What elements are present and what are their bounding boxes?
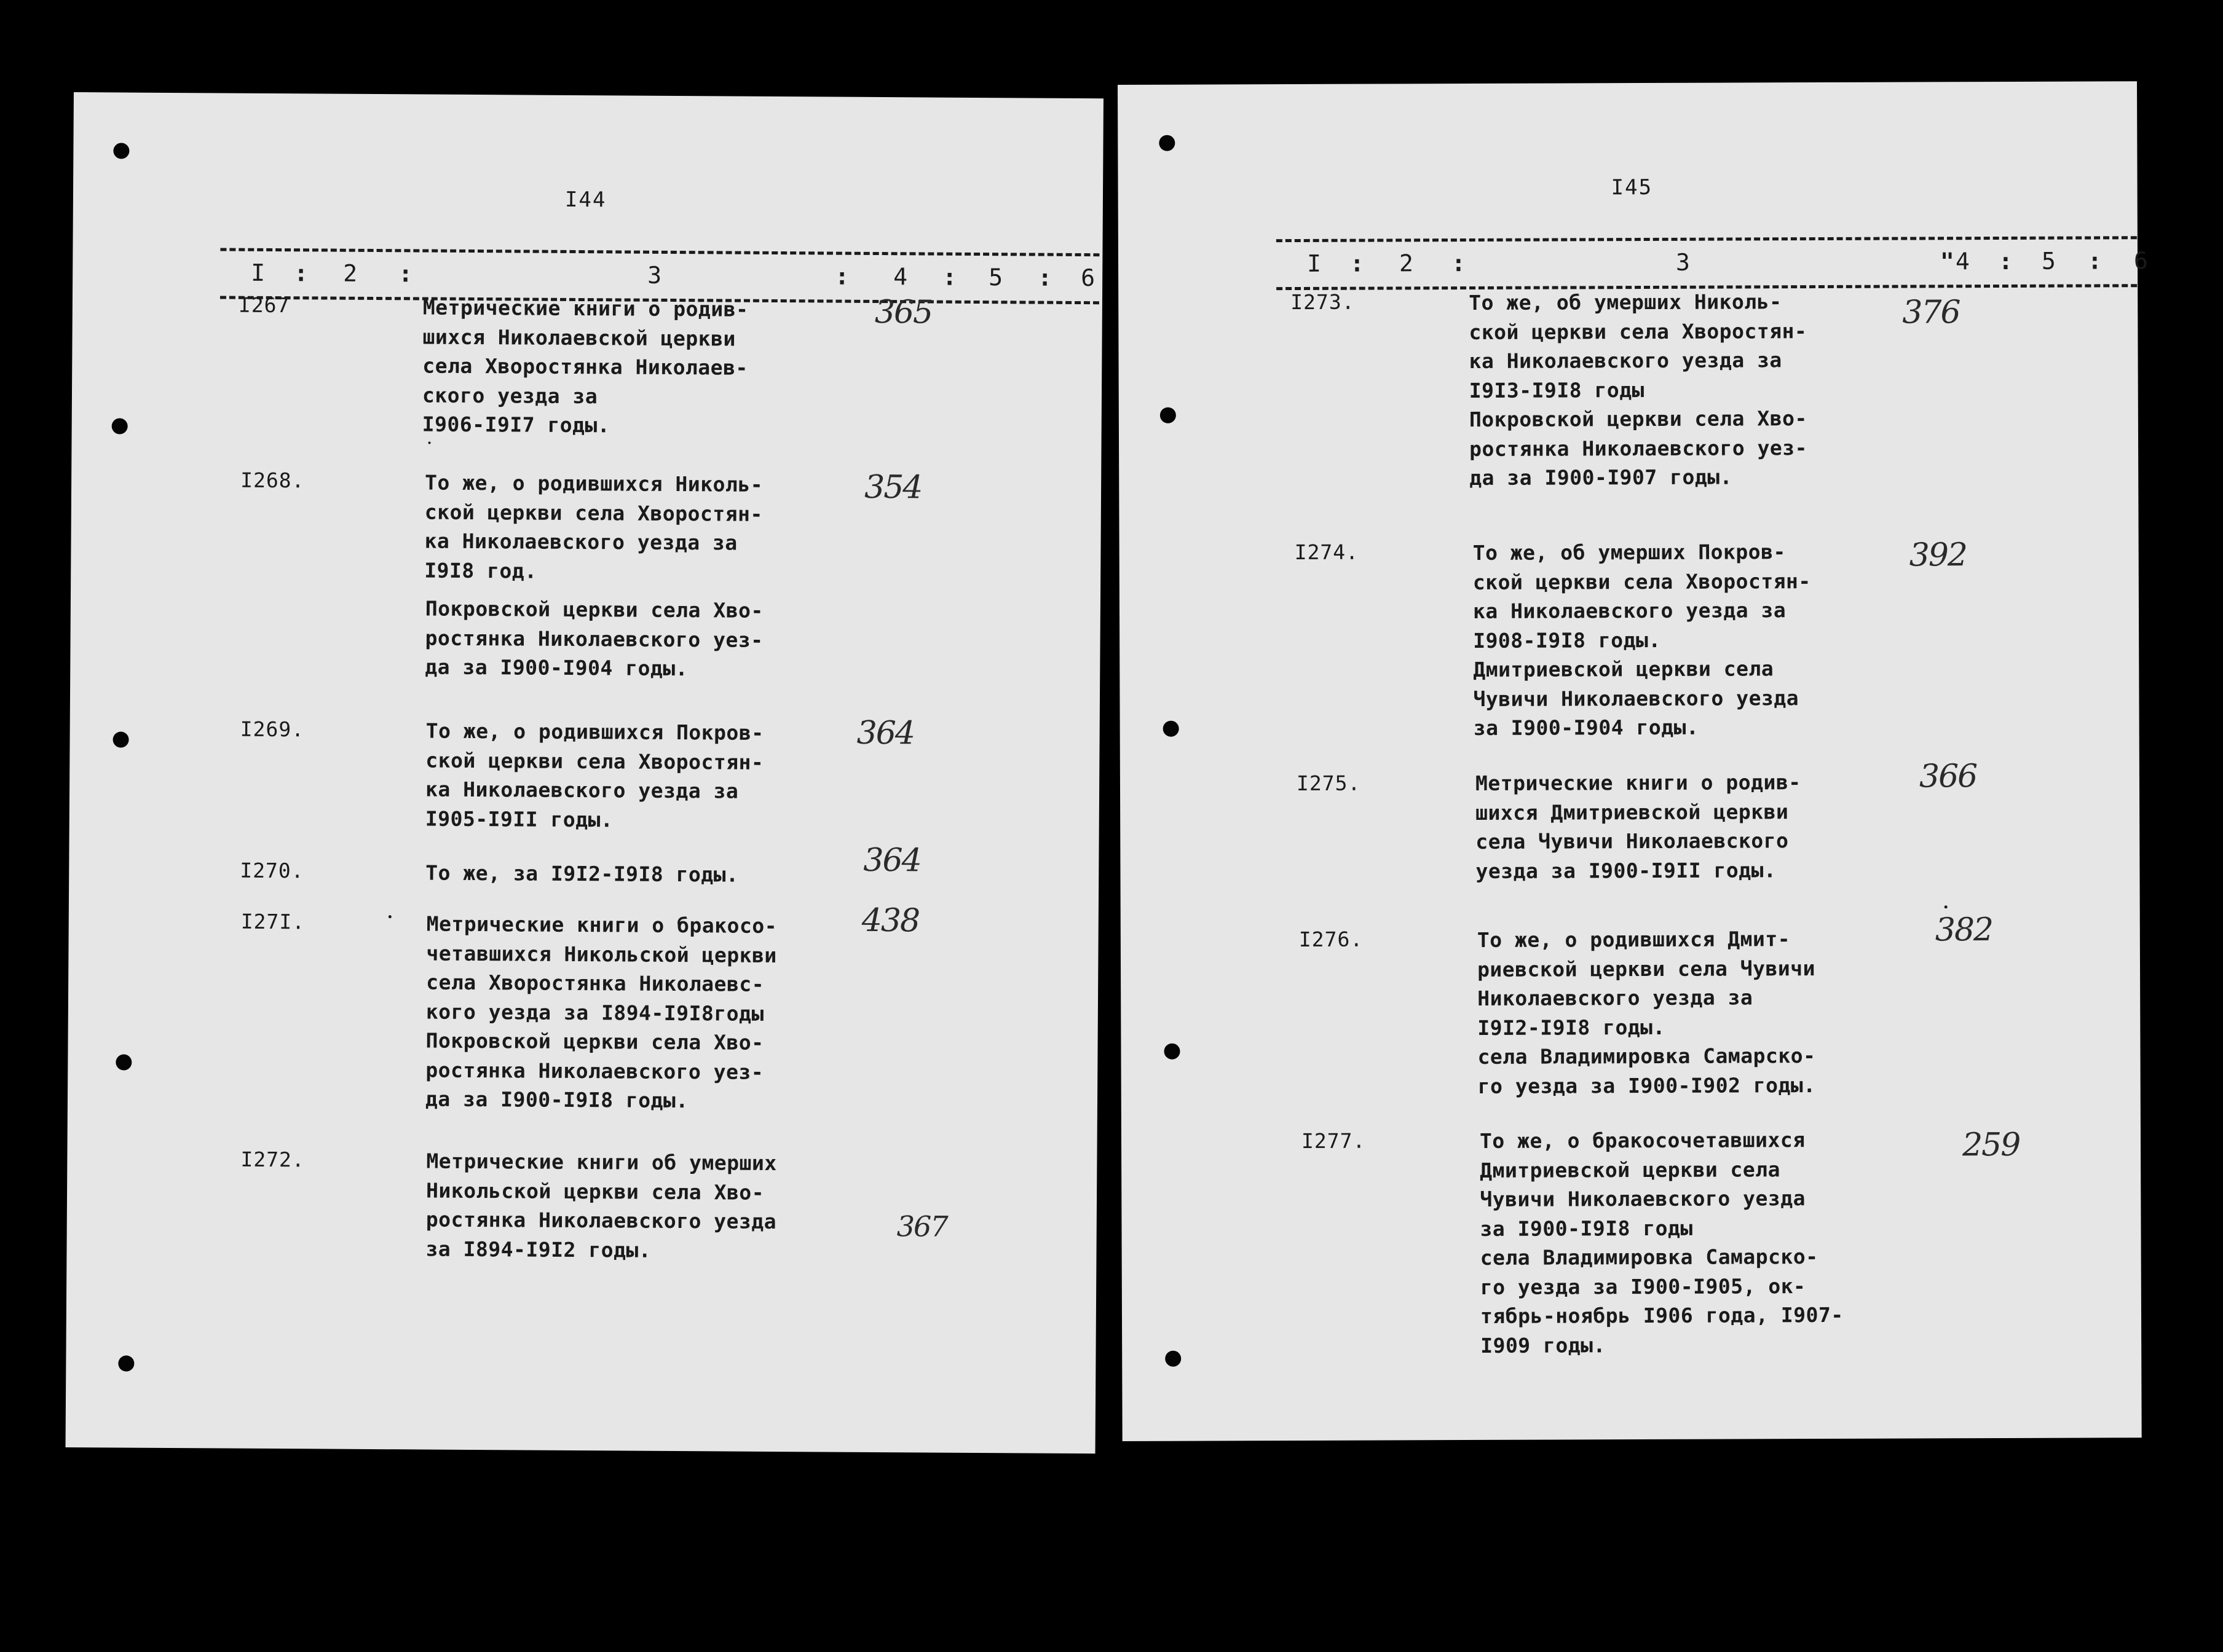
column-separator: : [1038,264,1052,291]
column-header-1: I [251,259,266,286]
column-header-5: 5 [989,264,1003,291]
punch-hole [1164,1044,1180,1060]
entry-number: I276. [1298,927,1364,951]
column-header-6: 6 [1081,264,1096,292]
column-separator: : [1349,250,1364,277]
entry-number: I267 [238,293,290,318]
handwritten-count: 366 [1919,758,1977,795]
entry-description: Покровской церкви села Хво- ростянка Николаевского уез- да за I900-I904 годы. [425,596,764,681]
entry-number: I275. [1296,771,1361,795]
column-header-2: 2 [1399,250,1413,277]
column-header-1: I [1306,250,1321,277]
column-separator: : [2087,247,2102,275]
punch-hole [1160,407,1176,423]
entry-number: I270. [240,858,304,883]
handwritten-count: 259 [1962,1126,2020,1164]
column-separator: : [835,262,850,290]
handwritten-count: 438 [861,902,920,940]
handwritten-count: 364 [863,841,921,879]
punch-hole [113,731,128,747]
entry-number: I27I. [240,909,306,934]
handwritten-count: 364 [856,714,915,752]
column-separator: : [1451,250,1466,277]
column-separator: : [942,263,957,291]
stray-mark [389,915,392,918]
table-header [1276,222,2148,293]
handwritten-count: 376 [1902,294,1960,331]
punch-hole [1165,1351,1181,1367]
entry-description: То же, о родившихся Дмит- риевской церкви села Чувичи Николаевского уезда за I9I2-I9I8 годы. села Владимировка Самарско- го уезда за I900-I902 годы. [1477,927,1816,1098]
entry-number: I272. [240,1147,305,1172]
column-separator: : [294,259,309,287]
entry-number: I274. [1294,540,1359,565]
header-rule [1276,236,2137,242]
stray-mark [1945,905,1948,908]
punch-hole [1159,135,1175,151]
punch-hole [116,1054,132,1070]
entry-number: I273. [1290,289,1355,315]
entry-description: Метрические книги о бракосо- четавшихся Никольской церкви села Хворостянка Николаевс- кого уезда за I894-I9I8годы Покровской церкви села Хво- ростянка Николаевского уез- да за I900-I9I8 годы. [425,911,778,1113]
column-header-4: 4 [1955,248,1970,275]
column-separator: : [398,260,413,288]
column-header-3: 3 [647,261,662,289]
punch-hole [1163,721,1179,737]
stray-mark [428,442,431,444]
entry-number: I268. [240,468,305,493]
entry-description: То же, о родившихся Николь- ской церкви села Хворостян- ка Николаевского уезда за I9I8 год. [424,470,764,583]
punch-hole [112,418,128,434]
column-header-5: 5 [2041,247,2056,275]
punch-hole [113,143,129,159]
page-number: I44 [564,187,607,213]
column-header-2: 2 [343,259,358,287]
entry-number: I269. [240,717,305,742]
column-header-4: 4 [893,263,908,291]
column-separator: : [1998,247,2013,275]
entry-description: То же, об умерших Николь- ской церкви села Хворостян- ка Николаевского уезда за I9I3-I9I8 годы Покровской церкви села Хво- ростянка Николаевского уез- да за I900-I907 годы. [1469,289,1808,490]
entry-description: Метрические книги о родив- шихся Николаевской церкви села Хворостянка Николаев- ского уезда за I906-I9I7 годы. [422,295,749,438]
entry-description: То же, за I9I2-I9I8 годы. [425,860,739,887]
entry-description: То же, о бракосочетавшихся Дмитриевской церкви села Чувичи Николаевского уезда за I900-I9I8 годы села Владимировка Самарско- го уезда за I900-I905, ок- тябрь-ноябрь I906 года, I907- I909 годы. [1479,1128,1844,1358]
left-page [66,92,1104,1453]
handwritten-count: 365 [874,293,933,331]
punch-hole [118,1355,134,1371]
page-number: I45 [1611,175,1653,200]
handwritten-count: 392 [1909,537,1967,574]
entry-number: I277. [1301,1128,1366,1153]
right-page [1118,81,2148,1441]
entry-description: Метрические книги о родив- шихся Дмитриевской церкви села Чувичи Николаевского уезда за I900-I9II годы. [1475,770,1801,883]
header-rule [220,248,1099,256]
handwritten-count: 382 [1935,911,1993,949]
column-header-3: 3 [1675,248,1690,276]
column-header-6: 6 [2133,247,2148,275]
handwritten-count: 367 [896,1210,947,1243]
column-separator: " [1940,248,1954,275]
entry-description: Метрические книги об умерших Никольской церкви села Хво- ростянка Николаевского уезда за I894-I9I2 годы. [425,1149,777,1262]
handwritten-count: 354 [864,468,922,506]
entry-description: То же, об умерших Покров- ской церкви села Хворостян- ка Николаевского уезда за I908-I9I8 годы. Дмитриевской церкви села Чувичи Николаевского уезда за I900-I904 годы. [1472,540,1811,740]
entry-description: То же, о родившихся Покров- ской церкви села Хворостян- ка Николаевского уезда за I905-I9II годы. [425,718,764,832]
